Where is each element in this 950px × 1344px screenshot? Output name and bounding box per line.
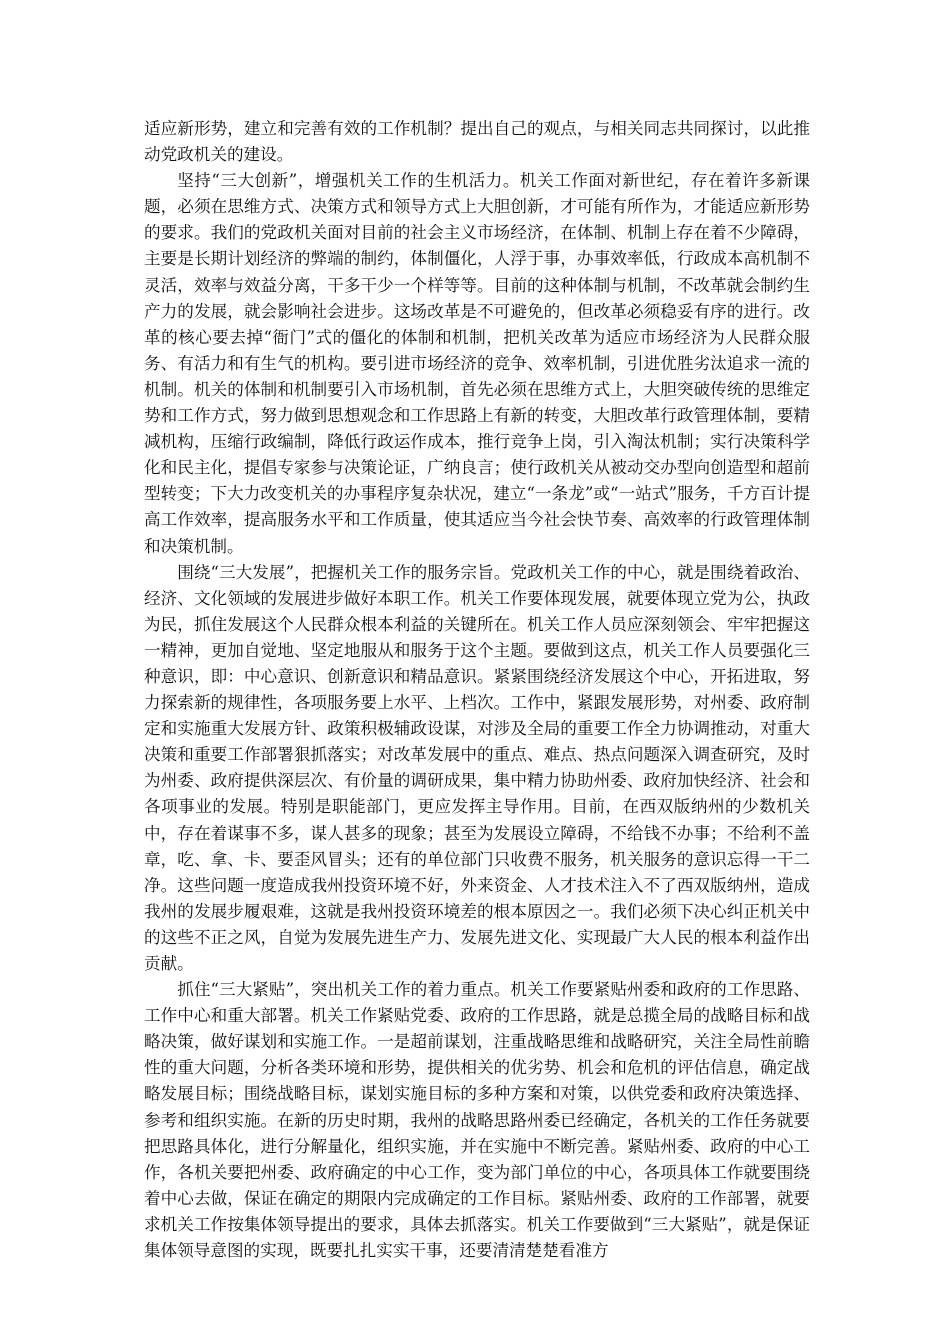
paragraph-three-developments: 围绕“三大发展”，把握机关工作的服务宗旨。党政机关工作的中心，就是围绕着政治、经济、文化领域的发展进步做好本职工作。机关工作要体现发展，就要体现立党为公，执政为民，抓住发展这个人民群众根本利益的关键所在。机关工作人员应深刻领会、牢牢把握这一精神，更加自觉地、坚定地服从和服务于这个主题。要做到这点，机关工作人员要强化三种意识，即：中心意识、创新意识和精品意识。紧紧围绕经济发展这个中心，开拓进取，努力探索新的规律性，各项服务要上水平、上档次。工作中，紧跟发展形势，对州委、政府制定和实施重大发展方针、政策积极辅政设谋，对涉及全局的重要工作全力协调推动，对重大决策和重要工作部署狠抓落实；对改革发展中的重点、难点、热点问题深入调查研究，及时为州委、政府提供深层次、有价量的调研成果，集中精力协助州委、政府加快经济、社会和各项事业的发展。特别是职能部门，更应发挥主导作用。目前，在西双版纳州的少数机关中，存在着谋事不多，谋人甚多的现象；甚至为发展设立障碍，不给钱不办事；不给利不盖章，吃、拿、卡、要歪风冒头；还有的单位部门只收费不服务，机关服务的意识忘得一干二净。这些问题一度造成我州投资环境不好，外来资金、人才技术注入不了西双版纳州，造成我州的发展步履艰难，这就是我州投资环境差的根本原因之一。我们必须下决心纠正机关中的这些不正之风，自觉为发展先进生产力、发展先进文化、实现最广大人民的根本利益作出贡献。: [144, 562, 810, 973]
paragraph-continuation: 适应新形势，建立和完善有效的工作机制？提出自己的观点，与相关同志共同探讨，以此推动党政机关的建设。: [144, 119, 810, 165]
paragraph-three-close-ties: 抓住“三大紧贴”，突出机关工作的着力重点。机关工作要紧贴州委和政府的工作思路、工作中心和重大部署。机关工作紧贴党委、政府的工作思路，就是总揽全局的战略目标和战略决策，做好谋划和实施工作。一是超前谋划，注重战略思维和战略研究，关注全局性前瞻性的重大问题，分析各类环境和形势，提供相关的优劣势、机会和危机的评估信息，确定战略发展目标；围绕战略目标，谋划实施目标的多种方案和对策，以供党委和政府决策选择、参考和组织实施。在新的历史时期，我州的战略思路州委已经确定，各机关的工作任务就要把思路具体化，进行分解量化，组织实施，并在实施中不断完善。紧贴州委、政府的中心工作，各机关要把州委、政府确定的中心工作，变为部门单位的中心，各项具体工作就要围绕着中心去做，保证在确定的期限内完成确定的工作目标。紧贴州委、政府的工作部署，就要求机关工作按集体领导提出的要求，具体去抓落实。机关工作要做到“三大紧贴”，就是保证集体领导意图的实现，既要扎扎实实干事，还要清清楚楚看准方: [144, 980, 810, 1261]
document-body: [144, 116, 810, 1264]
paragraph-three-innovations: 坚持“三大创新”，增强机关工作的生机活力。机关工作面对新世纪，存在着许多新课题，必须在思维方式、决策方式和领导方式上大胆创新，才可能有所作为，才能适应新形势的要求。我们的党政机关面对目前的社会主义市场经济，在体制、机制上存在着不少障碍，主要是长期计划经济的弊端的制约，体制僵化，人浮于事，办事效率低，行政成本高机制不灵活，效率与效益分离，干多干少一个样等等。目前的这种体制与机制，不改革就会制约生产力的发展，就会影响社会进步。这场改革是不可避免的，但改革必须稳妥有序的进行。改革的核心要去掉“衙门”式的僵化的体制和机制，把机关改革为适应市场经济为人民群众服务、有活力和有生气的机构。要引进市场经济的竞争、效率机制，引进优胜劣汰追求一流的机制。机关的体制和机制要引入市场机制，首先必须在思维方式上，大胆突破传统的思维定势和工作方式，努力做到思想观念和工作思路上有新的转变，大胆改革行政管理体制，要精减机构，压缩行政编制，降低行政运作成本，推行竞争上岗，引入淘汰机制；实行决策科学化和民主化，提倡专家参与决策论证，广纳良言；使行政机关从被动交办型向创造型和超前型转变；下大力改变机关的办事程序复杂状况，建立“一条龙”或“一站式”服务，千方百计提高工作效率，提高服务水平和工作质量，使其适应当今社会快节奏、高效率的行政管理体制和决策机制。: [144, 171, 810, 556]
